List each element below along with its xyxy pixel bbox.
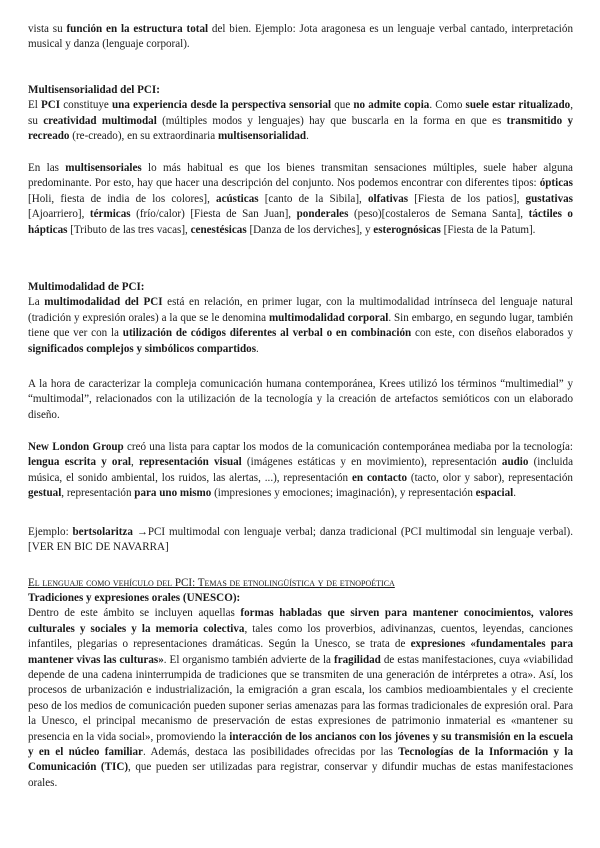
ejemplo-paragraph [28, 525, 573, 556]
text-run: A la hora de caracterizar la compleja comunicación humana contemporánea, Krees utilizó los términos “multimedial” y “multimodal”, relacionados con la utilización de la tecnología y la creación de artefactos semióticos con un elaborado diseño. [28, 378, 573, 421]
bold-text-run: multisensorialidad [217, 130, 307, 143]
text-run: (impresiones y emociones; imaginación), y representación [211, 487, 476, 500]
bold-text-run: para uno mismo [134, 487, 212, 500]
text-run: [Holi, fiesta de india de los colores], [28, 192, 217, 205]
bold-text-run: olfativas [368, 192, 409, 205]
text-run: constituye [60, 99, 112, 112]
text-run: (múltiples modos y lenguajes) hay que buscarla en la forma en que es [156, 114, 507, 127]
intro-paragraph [28, 22, 573, 53]
bold-text-run: esterognósicas [373, 223, 441, 236]
bold-text-run: gestual [28, 487, 62, 500]
text-run: (re-creado), en su extraordinaria [69, 130, 218, 143]
krees-paragraph [28, 377, 573, 423]
bold-text-run: interacción de los ancianos con los jóvenes y su transmisión en la escuela y en el núcleo familiar [28, 730, 573, 759]
text-run: , tales como los proverbios, adivinanzas, cuentos, leyendas, canciones infantiles, plegarias o representaciones dramáticas. Según la Unesco, se trata de [28, 622, 573, 651]
text-run: vista su [28, 23, 67, 35]
text-run: del bien. Ejemplo: Jota aragonesa es un lenguaje verbal cantado, interpretación musical y danza (lenguaje corporal). [28, 23, 573, 51]
bold-text-run: multisensoriales [65, 162, 142, 174]
bold-text-run: térmicas [89, 208, 131, 221]
bold-text-run: multimodalidad del PCI [44, 296, 163, 309]
bold-text-run: creatividad multimodal [43, 114, 157, 127]
bold-text-run: cenestésicas [190, 223, 247, 236]
multisensoriales-paragraph [28, 161, 573, 238]
tradiciones-paragraph [28, 606, 573, 791]
bold-text-run: PCI [41, 99, 61, 112]
bold-text-run: en contacto [351, 471, 407, 484]
text-run: [Tributo de las tres vacas], [67, 223, 191, 236]
tradiciones-heading: Tradiciones y expresiones orales (UNESCO): [28, 592, 241, 604]
text-run: de estas manifestaciones, cuya «viabilidad depende de una cadena ininterrumpida de tradiciones que se transmiten de una generación de intérpretes a otra». Así, los procesos de urbanización e industrialización, la emigración a gran escala, los cambios medioambientales y el creciente peso de los medios de comunicación pueden suponer serias amenazas para las formas tradicionales de expresión oral. Para la Unesco, el principal mecanismo de preservación de estas expresiones de patrimonio inmaterial es «mantener su presencia en la vida social», promoviendo la [28, 653, 573, 743]
bold-text-run: función en la estructura total [66, 23, 209, 35]
text-run: [canto de la Sibila], [258, 192, 368, 205]
text-run: . El organismo también advierte de la [163, 653, 334, 666]
text-run: . Además, destaca las posibilidades ofrecidas por las [143, 746, 399, 759]
multisensorialidad-heading: Multisensorialidad del PCI: [28, 84, 160, 96]
text-run: , que pueden ser utilizadas para registrar, conservar y difundir muchas de estas manifestaciones orales. [28, 761, 574, 789]
multisensorialidad-paragraph [28, 98, 573, 144]
text-run: [Fiesta de la Patum]. [440, 223, 536, 236]
text-run: (tacto, olor y sabor), representación [407, 471, 573, 484]
text-run: lo más habitual es que los bienes transmitan sensaciones múltiples, suele haber alguna predominante. Por esto, hay que hacer una descripción del conjunto. Nos podemos encontrar con diferentes tipos: [28, 162, 573, 190]
text-run: →PCI multimodal con lenguaje verbal; danza tradicional (PCI multimodal sin lenguaje verbal). [VER EN BIC DE NAVARRA] [28, 526, 573, 554]
bold-text-run: ópticas [539, 177, 573, 190]
bold-text-run: táctiles o hápticas [28, 208, 573, 236]
bold-text-run: audio [501, 456, 529, 469]
text-run: . Como [429, 99, 466, 112]
bold-text-run: lengua escrita y oral [28, 456, 132, 469]
text-run: (frío/calor) [Fiesta de San Juan], [130, 208, 297, 221]
bold-text-run: Tecnologías de la Información y la Comunicación (TIC) [28, 746, 574, 774]
bold-text-run: multimodalidad corporal [268, 311, 389, 324]
bold-text-run: representación visual [138, 456, 242, 469]
text-run: que [331, 99, 354, 112]
bold-text-run: suele estar ritualizado [465, 99, 571, 112]
text-run: , representación [61, 487, 135, 500]
tradiciones-section [28, 591, 573, 791]
text-run: (imágenes estáticas y en movimiento), representación [241, 456, 502, 469]
text-run: , [131, 456, 139, 469]
text-run: . [256, 342, 259, 355]
bold-text-run: una experiencia desde la perspectiva sensorial [112, 99, 332, 112]
text-run: [Danza de los derviches], y [246, 223, 374, 236]
text-run: (incluida música, el sonido ambiental, los ruidos, las alertas, ...), representación [28, 456, 574, 484]
new-london-group-paragraph [28, 440, 573, 502]
text-run: Dentro de este ámbito se incluyen aquellas [28, 607, 241, 620]
bold-text-run: ponderales [296, 208, 349, 221]
bold-text-run: gustativas [525, 192, 573, 205]
text-run: . [513, 487, 517, 500]
text-run: . Sin embargo, en segundo lugar, también tiene que ver con la [28, 311, 573, 340]
text-run: . [306, 130, 309, 143]
bold-text-run: acústicas [216, 192, 259, 205]
text-run: está en relación, en primer lugar, con la multimodalidad intrínseca del lenguaje natural (tradición y expresión orales) a la que se le denomina [28, 296, 573, 324]
bold-text-run: utilización de códigos diferentes al verbal o en combinación [122, 327, 412, 340]
bold-text-run: New London Group [28, 441, 124, 453]
bold-text-run: transmitido y recreado [28, 114, 573, 143]
bold-text-run: bertsolaritza [72, 526, 133, 538]
text-run: El [28, 99, 41, 112]
text-run: [Ajoarriero], [28, 208, 90, 221]
text-run: con este, con diseños elaborados y [411, 327, 573, 340]
bold-text-run: significados complejos y simbólicos compartidos [28, 342, 257, 355]
bold-text-run: formas habladas que sirven para mantener conocimientos, valores culturales y sociales y la memoria colectiva [28, 607, 573, 635]
multimodalidad-paragraph [28, 295, 573, 357]
multisensorialidad-section [28, 83, 573, 145]
bold-text-run: no admite copia [353, 99, 430, 112]
text-run: La [28, 296, 45, 309]
text-run: [Fiesta de los patios], [408, 192, 526, 205]
text-run: , su [28, 99, 573, 127]
text-run: Ejemplo: [28, 526, 73, 538]
text-run: creó una lista para captar los modos de la comunicación contemporánea mediaba por la tecnología: [123, 441, 573, 453]
section-title: El lenguaje como vehículo del PCI: Temas de etnolingüística y de etnopoética [28, 577, 395, 589]
bold-text-run: expresiones «fundamentales para mantener vivas las culturas» [28, 638, 573, 666]
bold-text-run: espacial [475, 487, 514, 500]
text-run: En las [28, 162, 66, 174]
multimodalidad-section [28, 280, 573, 357]
multimodalidad-heading: Multimodalidad de PCI: [28, 281, 145, 293]
text-run: (peso)[costaleros de Semana Santa], [348, 208, 529, 221]
bold-text-run: fragilidad [334, 653, 381, 666]
